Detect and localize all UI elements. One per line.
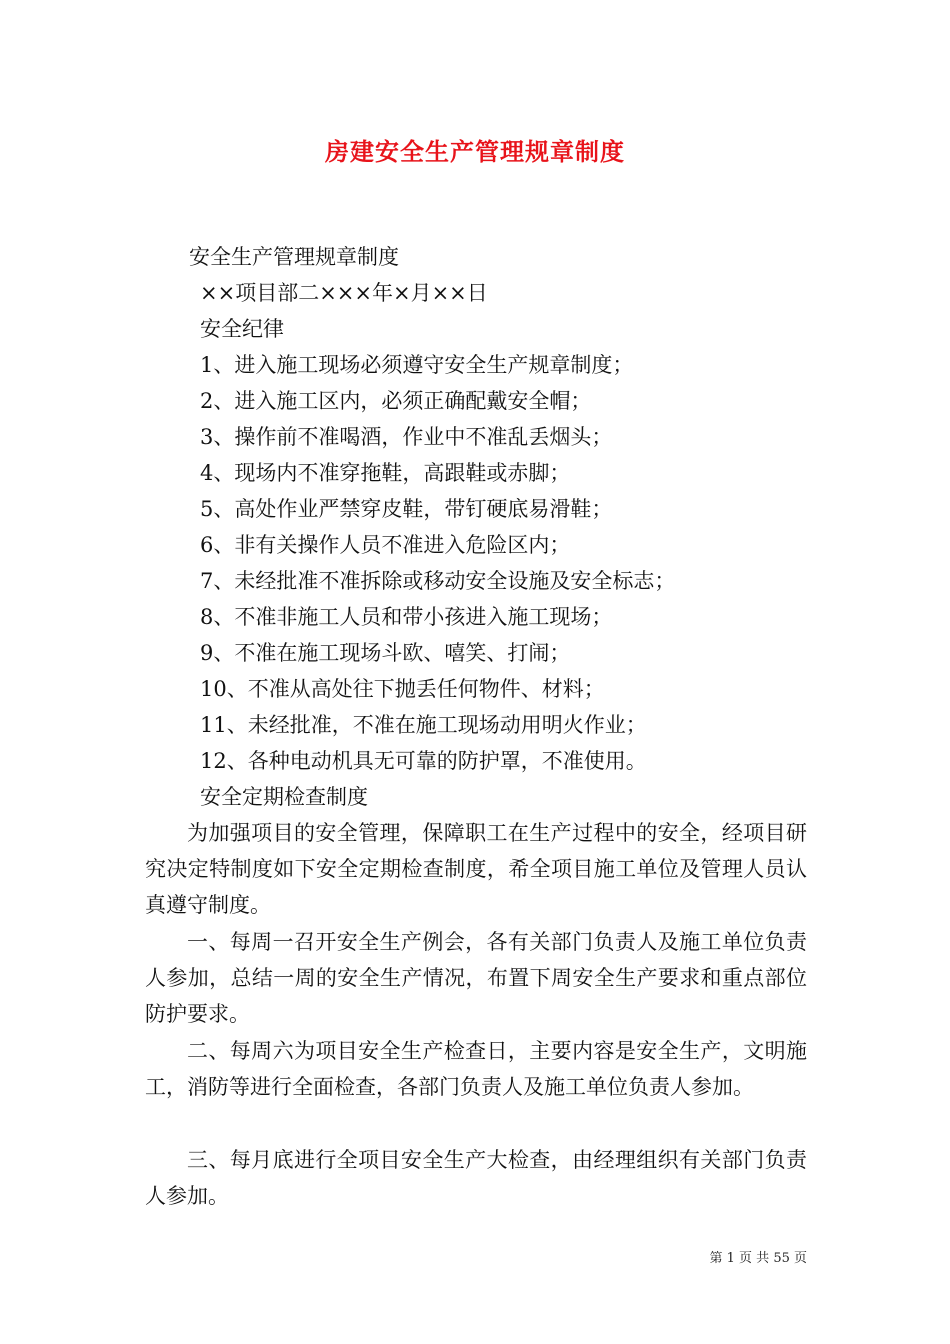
page-number: 第 1 页 共 55 页 <box>709 1251 807 1266</box>
rule-item: 12、各种电动机具无可靠的防护罩，不准使用。 <box>200 749 647 773</box>
rule-item: 7、未经批准不准拆除或移动安全设施及安全标志； <box>200 569 676 593</box>
body-paragraph: 一、每周一召开安全生产例会，各有关部门负责人及施工单位负责人参加，总结一周的安全生产情况，布置下周安全生产要求和重点部位防护要求。 <box>145 930 807 1027</box>
section-heading: 安全生产管理规章制度 <box>189 245 399 269</box>
body-paragraph: 三、每月底进行全项目安全生产大检查，由经理组织有关部门负责人参加。 <box>145 1148 807 1209</box>
body-paragraph: 为加强项目的安全管理，保障职工在生产过程中的安全，经项目研究决定特制度如下安全定期检查制度，希全项目施工单位及管理人员认真遵守制度。 <box>145 821 807 918</box>
date-line: ××项目部二×××年×月××日 <box>200 281 488 305</box>
rule-item: 9、不准在施工现场斗欧、嘻笑、打闹； <box>200 641 571 665</box>
rule-item: 10、不准从高处往下抛丢任何物件、材料； <box>200 677 605 701</box>
body-paragraph: 二、每周六为项目安全生产检查日，主要内容是安全生产，文明施工，消防等进行全面检查，各部门负责人及施工单位负责人参加。 <box>145 1039 807 1100</box>
rule-item: 5、高处作业严禁穿皮鞋，带钉硬底易滑鞋； <box>200 497 613 521</box>
rule-item: 11、未经批准，不准在施工现场动用明火作业； <box>200 713 647 737</box>
rule-item: 6、非有关操作人员不准进入危险区内； <box>200 533 571 557</box>
rule-item: 8、不准非施工人员和带小孩进入施工现场； <box>200 605 613 629</box>
rule-item: 2、进入施工区内，必须正确配戴安全帽； <box>200 389 592 413</box>
rule-item: 4、现场内不准穿拖鞋，高跟鞋或赤脚； <box>200 461 571 485</box>
document-title: 房建安全生产管理规章制度 <box>325 137 625 166</box>
rule-item: 3、操作前不准喝酒，作业中不准乱丢烟头； <box>200 425 613 449</box>
section-discipline-heading: 安全纪律 <box>200 317 284 341</box>
section-inspection-heading: 安全定期检查制度 <box>200 785 368 809</box>
rule-item: 1、进入施工现场必须遵守安全生产规章制度； <box>200 353 634 377</box>
